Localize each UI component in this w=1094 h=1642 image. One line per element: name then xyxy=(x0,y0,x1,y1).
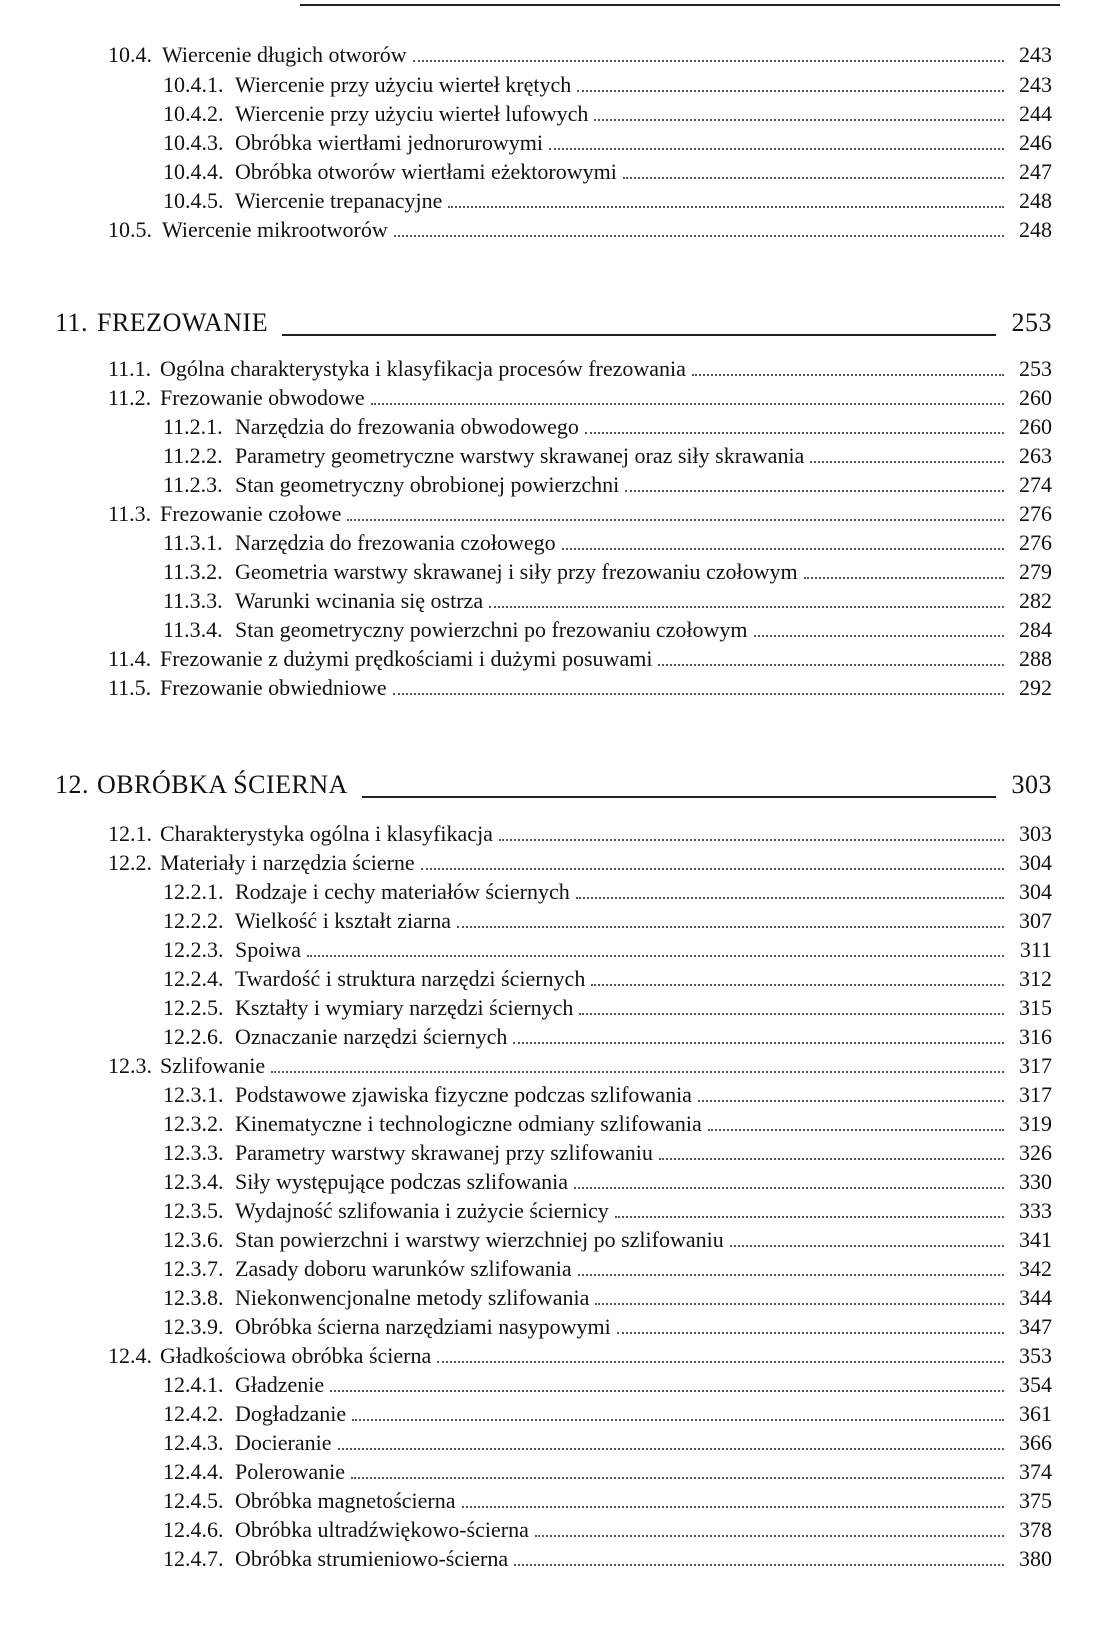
toc-entry-title: Frezowanie obwiedniowe xyxy=(160,675,387,700)
toc-entry-number: 11.5. xyxy=(108,675,152,700)
toc-entry-page: 288 xyxy=(1019,646,1052,671)
dot-leader xyxy=(437,1361,1004,1363)
toc-entry-12-4 xyxy=(108,1339,1052,1369)
dot-leader xyxy=(462,1506,1004,1508)
dot-leader xyxy=(549,148,1004,150)
toc-entry-12-4-7 xyxy=(163,1542,1052,1572)
dot-leader xyxy=(330,1390,1004,1392)
toc-entry-10-5 xyxy=(108,213,1052,243)
toc-entry-12-4-2 xyxy=(163,1397,1052,1427)
toc-entry-page: 353 xyxy=(1019,1343,1052,1368)
toc-entry-page: 292 xyxy=(1019,675,1052,700)
toc-entry-number: 12.2.4. xyxy=(163,966,224,991)
toc-entry-page: 342 xyxy=(1019,1256,1052,1281)
toc-entry-page: 304 xyxy=(1019,850,1052,875)
toc-entry-page: 347 xyxy=(1019,1314,1052,1339)
toc-entry-page: 326 xyxy=(1019,1140,1052,1165)
toc-entry-title: Dogładzanie xyxy=(235,1401,347,1426)
toc-entry-11-4 xyxy=(108,642,1052,672)
toc-entry-title: Wiercenie mikrootworów xyxy=(162,217,388,242)
toc-entry-page: 375 xyxy=(1019,1488,1052,1513)
dot-leader xyxy=(658,664,1004,666)
dot-leader xyxy=(307,955,1004,957)
toc-entry-page: 304 xyxy=(1019,879,1052,904)
toc-entry-page: 341 xyxy=(1019,1227,1052,1252)
toc-entry-page: 317 xyxy=(1019,1053,1052,1078)
toc-entry-number: 11.3.3. xyxy=(163,588,223,613)
toc-entry-page: 378 xyxy=(1019,1517,1052,1542)
toc-entry-12-3-2 xyxy=(163,1107,1052,1137)
toc-entry-11-2-1 xyxy=(163,410,1052,440)
toc-entry-page: 361 xyxy=(1019,1401,1052,1426)
toc-entry-title: Warunki wcinania się ostrza xyxy=(235,588,484,613)
toc-entry-page: 248 xyxy=(1019,217,1052,242)
toc-entry-title: Obróbka magnetościerna xyxy=(235,1488,456,1513)
toc-entry-page: 312 xyxy=(1019,966,1052,991)
dot-leader xyxy=(513,1042,1004,1044)
toc-entry-title: Wiercenie długich otworów xyxy=(162,42,407,67)
toc-entry-12-4-6 xyxy=(163,1513,1052,1543)
toc-entry-number: 12.3.1. xyxy=(163,1082,224,1107)
dot-leader xyxy=(499,839,1004,841)
toc-entry-page: 344 xyxy=(1019,1285,1052,1310)
toc-entry-title: Wiercenie przy użyciu wierteł krętych xyxy=(235,72,572,97)
toc-entry-page: 319 xyxy=(1019,1111,1052,1136)
toc-entry-number: 12.2.1. xyxy=(163,879,224,904)
dot-leader xyxy=(489,606,1004,608)
toc-entry-10-4-4 xyxy=(163,155,1052,185)
dot-leader xyxy=(578,1274,1004,1276)
toc-entry-page: 253 xyxy=(1019,356,1052,381)
toc-entry-number: 11.2. xyxy=(108,385,152,410)
chapter-heading-12 xyxy=(55,764,1052,800)
dot-leader xyxy=(698,1100,1004,1102)
toc-entry-page: 274 xyxy=(1019,472,1052,497)
toc-entry-page: 244 xyxy=(1019,101,1052,126)
toc-entry-title: Materiały i narzędzia ścierne xyxy=(160,850,415,875)
toc-entry-page: 247 xyxy=(1019,159,1052,184)
toc-entry-title: Narzędzia do frezowania obwodowego xyxy=(235,414,579,439)
dot-leader xyxy=(595,1303,1004,1305)
toc-entry-12-4-4 xyxy=(163,1455,1052,1485)
toc-entry-number: 12.3.4. xyxy=(163,1169,224,1194)
dot-leader xyxy=(692,374,1004,376)
toc-entry-number: 11.2.2. xyxy=(163,443,223,468)
dot-leader xyxy=(448,206,1004,208)
dot-leader xyxy=(659,1158,1004,1160)
toc-entry-page: 315 xyxy=(1019,995,1052,1020)
toc-entry-number: 10.4. xyxy=(108,42,152,67)
toc-entry-11-3-3 xyxy=(163,584,1052,614)
toc-entry-10-4-1 xyxy=(163,68,1052,98)
dot-leader xyxy=(393,693,1004,695)
toc-entry-10-4 xyxy=(108,38,1052,68)
toc-entry-number: 11.1. xyxy=(108,356,152,381)
dot-leader xyxy=(625,490,1004,492)
toc-entry-number: 12.4.7. xyxy=(163,1546,224,1571)
dot-leader xyxy=(562,548,1004,550)
dot-leader xyxy=(351,1477,1004,1479)
dot-leader xyxy=(594,119,1004,121)
toc-entry-page: 303 xyxy=(1019,821,1052,846)
dot-leader xyxy=(371,403,1004,405)
toc-entry-title: Oznaczanie narzędzi ściernych xyxy=(235,1024,508,1049)
toc-entry-page: 248 xyxy=(1019,188,1052,213)
toc-entry-title: Obróbka strumieniowo-ścierna xyxy=(235,1546,509,1571)
toc-entry-number: 12.4.2. xyxy=(163,1401,224,1426)
toc-entry-title: Gładkościowa obróbka ścierna xyxy=(160,1343,432,1368)
dot-leader xyxy=(804,577,1004,579)
toc-entry-page: 279 xyxy=(1019,559,1052,584)
toc-entry-10-4-2 xyxy=(163,97,1052,127)
toc-entry-number: 10.4.3. xyxy=(163,130,224,155)
toc-entry-page: 380 xyxy=(1019,1546,1052,1571)
toc-entry-12-3-7 xyxy=(163,1252,1052,1282)
dot-leader xyxy=(413,60,1004,62)
dot-leader xyxy=(810,461,1004,463)
toc-entry-number: 10.4.2. xyxy=(163,101,224,126)
toc-entry-11-2-3 xyxy=(163,468,1052,498)
toc-entry-number: 11.3. xyxy=(108,501,152,526)
toc-entry-title: Wydajność szlifowania i zużycie ściernicy xyxy=(235,1198,609,1223)
toc-entry-number: 12.4.3. xyxy=(163,1430,224,1455)
toc-entry-number: 12.3.3. xyxy=(163,1140,224,1165)
toc-entry-number: 12.4. xyxy=(108,1343,152,1368)
toc-entry-page: 246 xyxy=(1019,130,1052,155)
toc-entry-title: Polerowanie xyxy=(235,1459,345,1484)
toc-entry-number: 12.3.6. xyxy=(163,1227,224,1252)
toc-entry-title: Kształty i wymiary narzędzi ściernych xyxy=(235,995,574,1020)
toc-entry-page: 276 xyxy=(1019,501,1052,526)
dot-leader xyxy=(576,897,1004,899)
toc-entry-12-2 xyxy=(108,846,1052,876)
chapter-number: 12. xyxy=(55,770,89,799)
toc-entry-page: 374 xyxy=(1019,1459,1052,1484)
toc-entry-title: Parametry geometryczne warstwy skrawanej oraz siły skrawania xyxy=(235,443,805,468)
toc-entry-page: 276 xyxy=(1019,530,1052,555)
toc-entry-number: 12.2.3. xyxy=(163,937,224,962)
toc-entry-12-2-4 xyxy=(163,962,1052,992)
toc-entry-11-2-2 xyxy=(163,439,1052,469)
toc-entry-title: Stan powierzchni i warstwy wierzchniej po szlifowaniu xyxy=(235,1227,724,1252)
chapter-number: 11. xyxy=(55,308,89,337)
toc-entry-number: 12.4.4. xyxy=(163,1459,224,1484)
dot-leader xyxy=(730,1245,1004,1247)
toc-entry-number: 11.2.1. xyxy=(163,414,223,439)
dot-leader xyxy=(708,1129,1004,1131)
dot-leader xyxy=(591,984,1004,986)
toc-entry-title: Twardość i struktura narzędzi ściernych xyxy=(235,966,586,991)
chapter-page: 253 xyxy=(1011,308,1052,337)
dot-leader xyxy=(394,235,1004,237)
toc-entry-title: Niekonwencjonalne metody szlifowania xyxy=(235,1285,590,1310)
dot-leader xyxy=(754,635,1004,637)
toc-entry-title: Wielkość i kształt ziarna xyxy=(235,908,451,933)
toc-entry-title: Charakterystyka ogólna i klasyfikacja xyxy=(160,821,493,846)
toc-entry-12-3-1 xyxy=(163,1078,1052,1108)
toc-entry-number: 11.3.1. xyxy=(163,530,223,555)
toc-entry-number: 12.1. xyxy=(108,821,152,846)
toc-entry-page: 366 xyxy=(1019,1430,1052,1455)
toc-entry-number: 10.5. xyxy=(108,217,152,242)
toc-entry-12-3-4 xyxy=(163,1165,1052,1195)
toc-entry-title: Narzędzia do frezowania czołowego xyxy=(235,530,556,555)
toc-entry-title: Frezowanie obwodowe xyxy=(160,385,365,410)
chapter-page: 303 xyxy=(1011,770,1052,799)
toc-entry-page: 330 xyxy=(1019,1169,1052,1194)
toc-entry-12-2-3 xyxy=(163,933,1052,963)
toc-entry-10-4-5 xyxy=(163,184,1052,214)
dot-leader xyxy=(271,1071,1004,1073)
dot-leader xyxy=(574,1187,1004,1189)
dot-leader xyxy=(347,519,1004,521)
toc-entry-number: 11.4. xyxy=(108,646,152,671)
toc-entry-title: Frezowanie z dużymi prędkościami i dużymi posuwami xyxy=(160,646,653,671)
toc-entry-title: Ogólna charakterystyka i klasyfikacja procesów frezowania xyxy=(160,356,686,381)
toc-entry-page: 260 xyxy=(1019,414,1052,439)
toc-entry-title: Obróbka ultradźwiękowo-ścierna xyxy=(235,1517,529,1542)
toc-entry-number: 10.4.4. xyxy=(163,159,224,184)
toc-entry-page: 260 xyxy=(1019,385,1052,410)
chapter-rule xyxy=(362,796,996,798)
toc-entry-12-3-9 xyxy=(163,1310,1052,1340)
dot-leader xyxy=(623,177,1004,179)
toc-entry-title: Gładzenie xyxy=(235,1372,325,1397)
toc-entry-page: 317 xyxy=(1019,1082,1052,1107)
toc-entry-title: Rodzaje i cechy materiałów ściernych xyxy=(235,879,570,904)
toc-entry-number: 12.2.6. xyxy=(163,1024,224,1049)
toc-entry-page: 282 xyxy=(1019,588,1052,613)
toc-entry-number: 12.3.2. xyxy=(163,1111,224,1136)
toc-entry-page: 307 xyxy=(1019,908,1052,933)
toc-entry-12-3-8 xyxy=(163,1281,1052,1311)
toc-entry-title: Obróbka wiertłami jednorurowymi xyxy=(235,130,543,155)
toc-entry-number: 12.2.5. xyxy=(163,995,224,1020)
toc-entry-11-3 xyxy=(108,497,1052,527)
toc-entry-number: 11.2.3. xyxy=(163,472,223,497)
toc-entry-11-1 xyxy=(108,352,1052,382)
toc-entry-number: 11.3.4. xyxy=(163,617,223,642)
toc-entry-number: 12.4.6. xyxy=(163,1517,224,1542)
toc-entry-11-3-1 xyxy=(163,526,1052,556)
toc-entry-number: 12.3.7. xyxy=(163,1256,224,1281)
toc-entry-title: Wiercenie przy użyciu wierteł lufowych xyxy=(235,101,589,126)
toc-entry-title: Kinematyczne i technologiczne odmiany szlifowania xyxy=(235,1111,702,1136)
toc-entry-title: Geometria warstwy skrawanej i siły przy frezowaniu czołowym xyxy=(235,559,798,584)
toc-entry-12-4-5 xyxy=(163,1484,1052,1514)
toc-entry-page: 263 xyxy=(1019,443,1052,468)
chapter-title: FREZOWANIE xyxy=(97,308,269,337)
toc-entry-title: Siły występujące podczas szlifowania xyxy=(235,1169,568,1194)
toc-entry-title: Parametry warstwy skrawanej przy szlifowaniu xyxy=(235,1140,653,1165)
toc-entry-12-2-6 xyxy=(163,1020,1052,1050)
toc-entry-12-2-2 xyxy=(163,904,1052,934)
toc-entry-title: Podstawowe zjawiska fizyczne podczas szlifowania xyxy=(235,1082,692,1107)
top-rule xyxy=(300,4,1060,6)
toc-entry-number: 11.3.2. xyxy=(163,559,223,584)
dot-leader xyxy=(585,432,1004,434)
toc-entry-number: 12.3.5. xyxy=(163,1198,224,1223)
dot-leader xyxy=(579,1013,1004,1015)
toc-entry-12-4-3 xyxy=(163,1426,1052,1456)
dot-leader xyxy=(535,1535,1004,1537)
toc-entry-11-2 xyxy=(108,381,1052,411)
dot-leader xyxy=(352,1419,1004,1421)
toc-entry-title: Docieranie xyxy=(235,1430,332,1455)
dot-leader xyxy=(457,926,1004,928)
toc-entry-page: 316 xyxy=(1019,1024,1052,1049)
toc-entry-title: Stan geometryczny powierzchni po frezowaniu czołowym xyxy=(235,617,748,642)
toc-entry-title: Zasady doboru warunków szlifowania xyxy=(235,1256,572,1281)
toc-entry-number: 10.4.1. xyxy=(163,72,224,97)
toc-entry-title: Obróbka ścierna narzędziami nasypowymi xyxy=(235,1314,611,1339)
toc-entry-title: Szlifowanie xyxy=(160,1053,266,1078)
toc-entry-number: 12.2.2. xyxy=(163,908,224,933)
dot-leader xyxy=(615,1216,1004,1218)
chapter-heading-11 xyxy=(55,302,1052,338)
toc-entry-11-5 xyxy=(108,671,1052,701)
toc-entry-number: 10.4.5. xyxy=(163,188,224,213)
toc-entry-12-3-3 xyxy=(163,1136,1052,1166)
dot-leader xyxy=(514,1564,1004,1566)
toc-entry-title: Stan geometryczny obrobionej powierzchni xyxy=(235,472,620,497)
toc-entry-number: 12.3.9. xyxy=(163,1314,224,1339)
toc-entry-number: 12.4.5. xyxy=(163,1488,224,1513)
toc-entry-page: 333 xyxy=(1019,1198,1052,1223)
toc-entry-12-3-6 xyxy=(163,1223,1052,1253)
toc-entry-number: 12.4.1. xyxy=(163,1372,224,1397)
toc-entry-page: 284 xyxy=(1019,617,1052,642)
toc-entry-page: 354 xyxy=(1019,1372,1052,1397)
toc-entry-12-3 xyxy=(108,1049,1052,1079)
dot-leader xyxy=(577,90,1004,92)
dot-leader xyxy=(617,1332,1004,1334)
toc-entry-12-2-5 xyxy=(163,991,1052,1021)
toc-entry-11-3-4 xyxy=(163,613,1052,643)
toc-entry-12-1 xyxy=(108,817,1052,847)
toc-entry-page: 243 xyxy=(1019,72,1052,97)
dot-leader xyxy=(421,868,1004,870)
toc-entry-number: 12.3. xyxy=(108,1053,152,1078)
toc-entry-title: Obróbka otworów wiertłami eżektorowymi xyxy=(235,159,617,184)
chapter-title: OBRÓBKA ŚCIERNA xyxy=(97,770,348,799)
toc-entry-12-2-1 xyxy=(163,875,1052,905)
toc-entry-11-3-2 xyxy=(163,555,1052,585)
toc-entry-title: Wiercenie trepanacyjne xyxy=(235,188,443,213)
dot-leader xyxy=(338,1448,1005,1450)
toc-entry-title: Frezowanie czołowe xyxy=(160,501,342,526)
toc-entry-10-4-3 xyxy=(163,126,1052,156)
toc-entry-number: 12.2. xyxy=(108,850,152,875)
toc-entry-title: Spoiwa xyxy=(235,937,301,962)
toc-entry-page: 311 xyxy=(1019,937,1052,962)
toc-entry-12-4-1 xyxy=(163,1368,1052,1398)
toc-entry-page: 243 xyxy=(1019,42,1052,67)
toc-entry-12-3-5 xyxy=(163,1194,1052,1224)
toc-entry-number: 12.3.8. xyxy=(163,1285,224,1310)
chapter-rule xyxy=(282,334,996,336)
